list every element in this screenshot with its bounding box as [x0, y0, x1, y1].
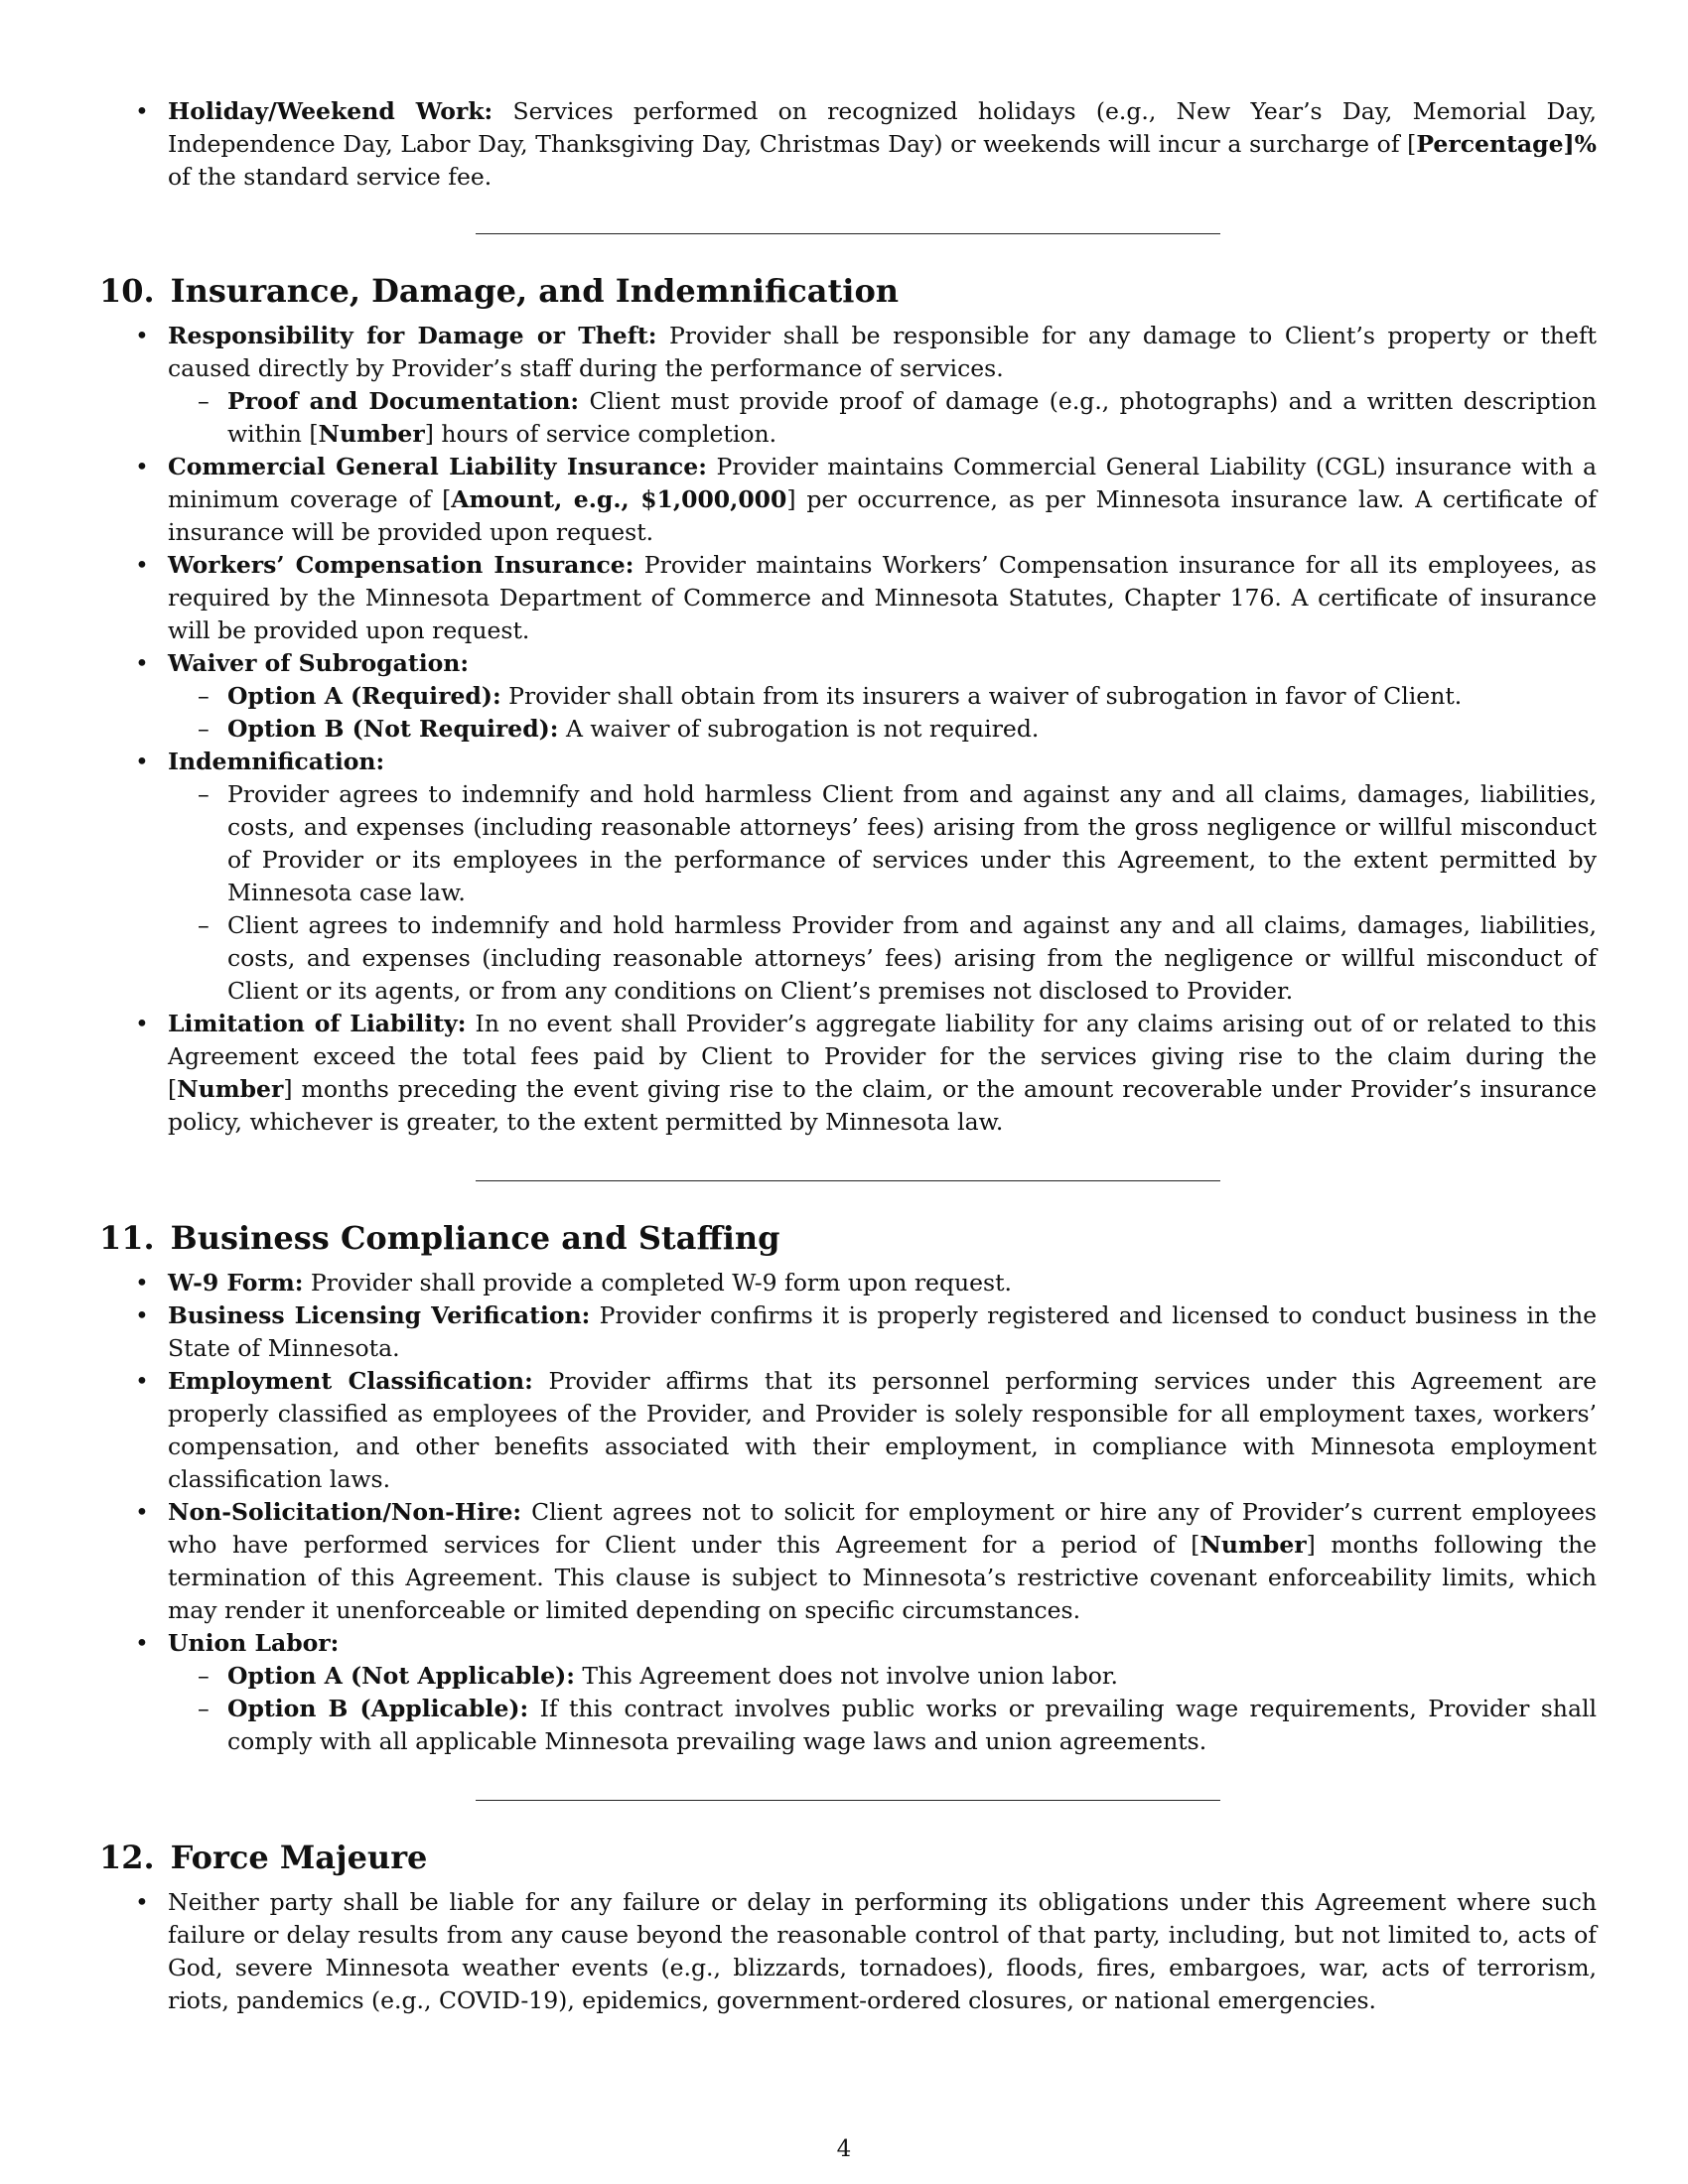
proof-documentation-item: – Proof and Documentation: Client must provide proof of damage (e.g., photographs) and a written description within [Number] hours of service completion.	[168, 385, 1597, 451]
amount-placeholder: Amount, e.g., $1,000,000	[451, 485, 787, 513]
union-option-b: – Option B (Applicable): If this contract involves public works or prevailing wage requirements, Provider shall comply with all applicable Minnesota prevailing wage laws and union agreements.	[168, 1693, 1597, 1758]
w9-form-item: • W-9 Form: Provider shall provide a completed W-9 form upon request.	[99, 1267, 1597, 1299]
waiver-option-b: – Option B (Not Required): A waiver of subrogation is not required.	[168, 713, 1597, 746]
union-option-a: – Option A (Not Applicable): This Agreement does not involve union labor.	[168, 1660, 1597, 1693]
section-11-heading: 11. Business Compliance and Staffing	[99, 1219, 780, 1257]
waiver-sublist	[168, 680, 1597, 746]
provider-indemnity-item: – Provider agrees to indemnify and hold harmless Client from and against any and all claims, damages, liabilities, costs, and expenses (including reasonable attorneys’ fees) arising from the gross negligence or willful misconduct of Provider or its employees in the performance of services under this Agreement, to the extent permitted by Minnesota case law.	[168, 778, 1597, 909]
section-divider	[476, 233, 1220, 234]
cgl-insurance-item: • Commercial General Liability Insurance: Provider maintains Commercial General Liability (CGL) insurance with a minimum coverage of [Amount, e.g., $1,000,000] per occurrence, as per Minnesota insurance law. A certificate of insurance will be provided upon request.	[99, 451, 1597, 549]
section-12-list	[99, 1886, 1597, 2017]
section-divider	[476, 1800, 1220, 1801]
waiver-option-a: – Option A (Required): Provider shall obtain from its insurers a waiver of subrogation in favor of Client.	[168, 680, 1597, 713]
holiday-list	[99, 95, 1597, 194]
union-sublist	[168, 1660, 1597, 1758]
damage-sublist	[168, 385, 1597, 451]
section-12-heading: 12. Force Majeure	[99, 1839, 428, 1876]
section-10-list	[99, 320, 1597, 1139]
workers-compensation-item: • Workers’ Compensation Insurance: Provider maintains Workers’ Compensation insurance for all its employees, as required by the Minnesota Department of Commerce and Minnesota Statutes, Chapter 176. A certificate of insurance will be provided upon request.	[99, 549, 1597, 647]
employment-classification-item: • Employment Classification: Provider affirms that its personnel performing services under this Agreement are properly classified as employees of the Provider, and Provider is solely responsible for all employment taxes, workers’ compensation, and other benefits associated with their employment, in compliance with Minnesota employment classification laws.	[99, 1365, 1597, 1496]
holiday-label: Holiday/Weekend Work:	[168, 97, 493, 125]
damage-theft-item: • Responsibility for Damage or Theft: Provider shall be responsible for any damage to Client’s property or theft caused directly by Provider’s staff during the performance of services. – Proof and Documentation: Client must provide proof of damage (e.g., photographs) and a written description within [Number] hours of service completion.	[99, 320, 1597, 451]
number-placeholder: Number	[177, 1075, 284, 1103]
document-page	[99, 95, 1597, 2017]
indemnification-sublist	[168, 778, 1597, 1008]
number-placeholder: Number	[318, 420, 425, 448]
waiver-subrogation-item: • Waiver of Subrogation: – Option A (Required): Provider shall obtain from its insurers a waiver of subrogation in favor of Client. – Option B (Not Required): A waiver of subrogation is not required.	[99, 647, 1597, 746]
limitation-liability-item: • Limitation of Liability: In no event shall Provider’s aggregate liability for any claims arising out of or related to this Agreement exceed the total fees paid by Client to Provider for the services giving rise to the claim during the [Number] months preceding the event giving rise to the claim, or the amount recoverable under Provider’s insurance policy, whichever is greater, to the extent permitted by Minnesota law.	[99, 1008, 1597, 1139]
section-10-heading: 10. Insurance, Damage, and Indemnification	[99, 272, 900, 310]
percentage-placeholder: Percentage	[1416, 130, 1564, 158]
client-indemnity-item: – Client agrees to indemnify and hold harmless Provider from and against any and all claims, damages, liabilities, costs, and expenses (including reasonable attorneys’ fees) arising from the negligence or willful misconduct of Client or its agents, or from any conditions on Client’s premises not disclosed to Provider.	[168, 909, 1597, 1008]
section-divider	[476, 1180, 1220, 1181]
indemnification-item: • Indemnification: – Provider agrees to indemnify and hold harmless Client from and against any and all claims, damages, liabilities, costs, and expenses (including reasonable attorneys’ fees) arising from the gross negligence or willful misconduct of Provider or its employees in the performance of services under this Agreement, to the extent permitted by Minnesota case law. – Client agrees to indemnify and hold harmless Provider from and against any and all claims, damages, liabilities, costs, and expenses (including reasonable attorneys’ fees) arising from the negligence or willful misconduct of Client or its agents, or from any conditions on Client’s premises not disclosed to Provider.	[99, 746, 1597, 1008]
page-number: 4	[836, 2136, 852, 2162]
number-placeholder: Number	[1199, 1531, 1307, 1559]
non-solicitation-item: • Non-Solicitation/Non-Hire: Client agrees not to solicit for employment or hire any of Provider’s current employees who have performed services for Client under this Agreement for a period of [Number] months following the termination of this Agreement. This clause is subject to Minnesota’s restrictive covenant enforceability limits, which may render it unenforceable or limited depending on specific circumstances.	[99, 1496, 1597, 1627]
holiday-weekend-item: • Holiday/Weekend Work: Services performed on recognized holidays (e.g., New Year’s Day, Memorial Day, Independence Day, Labor Day, Thanksgiving Day, Christmas Day) or weekends will incur a surcharge of [Percentage]% of the standard service fee.	[99, 95, 1597, 194]
union-labor-item: • Union Labor: – Option A (Not Applicable): This Agreement does not involve union labor. – Option B (Applicable): If this contract involves public works or prevailing wage requirements, Provider shall comply with all applicable Minnesota prevailing wage laws and union agreements.	[99, 1627, 1597, 1758]
force-majeure-item: • Neither party shall be liable for any failure or delay in performing its obligations under this Agreement where such failure or delay results from any cause beyond the reasonable control of that party, including, but not limited to, acts of God, severe Minnesota weather events (e.g., blizzards, tornadoes), floods, fires, embargoes, war, acts of terrorism, riots, pandemics (e.g., COVID-19), epidemics, government-ordered closures, or national emergencies.	[99, 1886, 1597, 2017]
business-licensing-item: • Business Licensing Verification: Provider confirms it is properly registered and licensed to conduct business in the State of Minnesota.	[99, 1299, 1597, 1365]
section-11-list	[99, 1267, 1597, 1758]
